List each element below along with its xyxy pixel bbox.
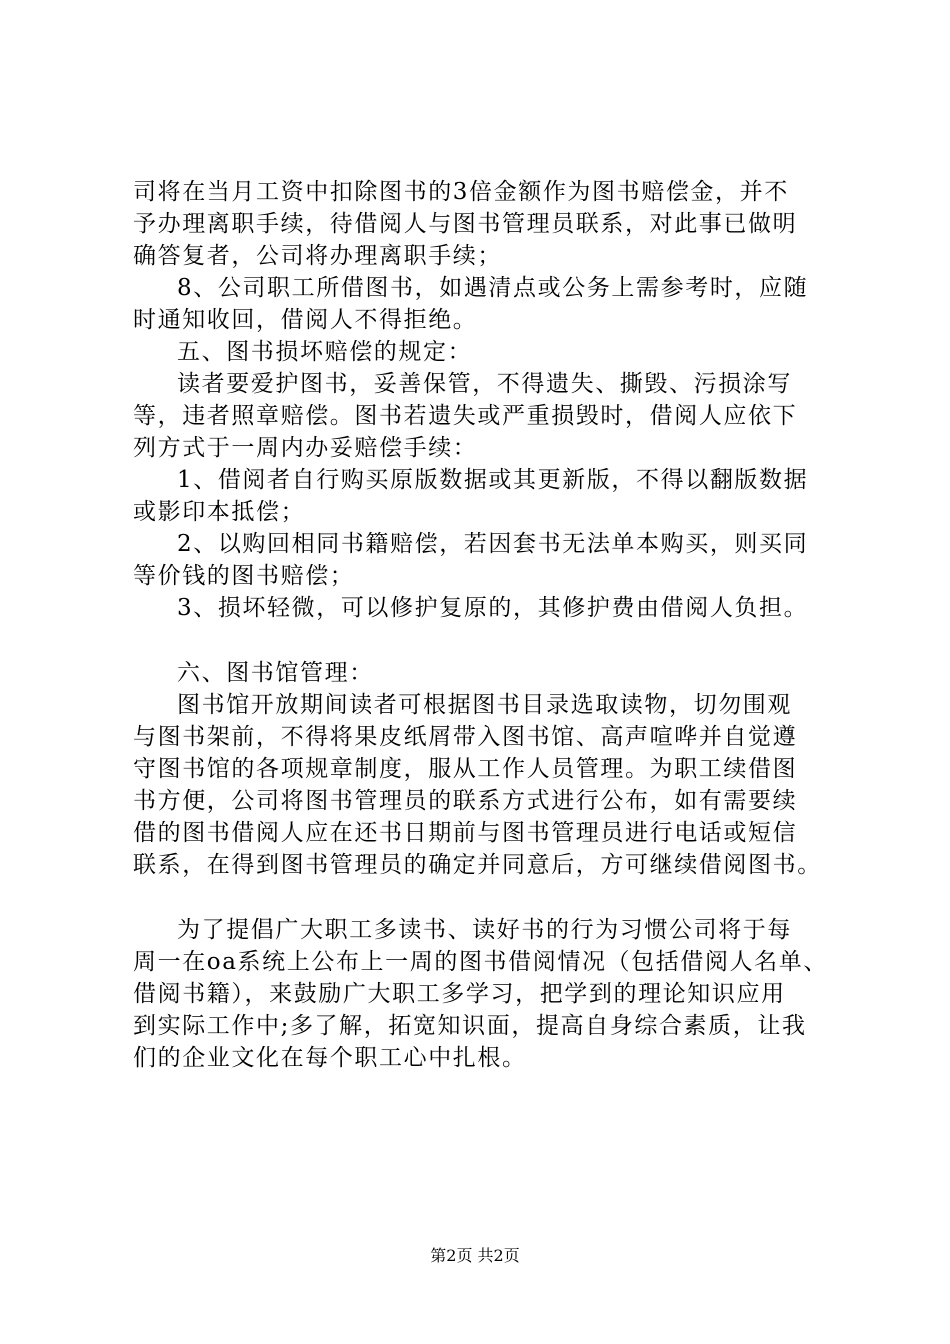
text-line: 为了提倡广大职工多读书、读好书的行为习惯公司将于每 xyxy=(177,917,792,943)
text-line: 周一在oa系统上公布上一周的图书借阅情况（包括借阅人名单、 xyxy=(133,949,828,975)
text-line: 图书馆开放期间读者可根据图书目录选取读物，切勿围观 xyxy=(177,692,792,718)
text-line: 1、借阅者自行购买原版数据或其更新版，不得以翻版数据 xyxy=(177,467,809,493)
text-line: 读者要爱护图书，妥善保管，不得遗失、撕毁、污损涂写 xyxy=(177,371,792,397)
text-line: 借的图书借阅人应在还书日期前与图书管理员进行电话或短信 xyxy=(133,820,798,846)
text-line: 到实际工作中;多了解，拓宽知识面，提高自身综合素质，让我 xyxy=(133,1013,807,1039)
page-footer: 第2页 共2页 xyxy=(430,1246,520,1265)
text-line: 列方式于一周内办妥赔偿手续： xyxy=(133,435,478,461)
text-line: 与图书架前，不得将果皮纸屑带入图书馆、高声喧哗并自觉遵 xyxy=(133,724,798,750)
text-line: 们的企业文化在每个职工心中扎根。 xyxy=(133,1045,527,1071)
section-heading: 五、图书损坏赔偿的规定： xyxy=(177,339,473,365)
section-heading: 六、图书馆管理： xyxy=(177,660,374,686)
text-line: 司将在当月工资中扣除图书的3倍金额作为图书赔偿金，并不 xyxy=(133,179,789,205)
text-line: 8、公司职工所借图书，如遇清点或公务上需参考时，应随 xyxy=(177,275,809,301)
text-line: 2、以购回相同书籍赔偿，若因套书无法单本购买，则买同 xyxy=(177,531,809,557)
paragraph-gap xyxy=(133,624,833,657)
paragraph-gap xyxy=(133,881,833,914)
text-line: 3、损坏轻微，可以修护复原的，其修护费由借阅人负担。 xyxy=(177,595,809,621)
text-line: 予办理离职手续，待借阅人与图书管理员联系，对此事已做明 xyxy=(133,211,798,237)
document-body xyxy=(133,176,833,1074)
text-line: 联系，在得到图书管理员的确定并同意后，方可继续借阅图书。 xyxy=(133,852,822,878)
text-line: 守图书馆的各项规章制度，服从工作人员管理。为职工续借图 xyxy=(133,756,798,782)
text-line: 借阅书籍），来鼓励广大职工多学习，把学到的理论知识应用 xyxy=(133,981,786,1007)
text-line: 书方便，公司将图书管理员的联系方式进行公布，如有需要续 xyxy=(133,788,798,814)
text-line: 确答复者，公司将办理离职手续； xyxy=(133,243,502,269)
text-line: 等价钱的图书赔偿； xyxy=(133,563,355,589)
text-line: 或影印本抵偿； xyxy=(133,499,306,525)
text-line: 时通知收回，借阅人不得拒绝。 xyxy=(133,307,478,333)
text-line: 等，违者照章赔偿。图书若遗失或严重损毁时，借阅人应依下 xyxy=(133,403,798,429)
